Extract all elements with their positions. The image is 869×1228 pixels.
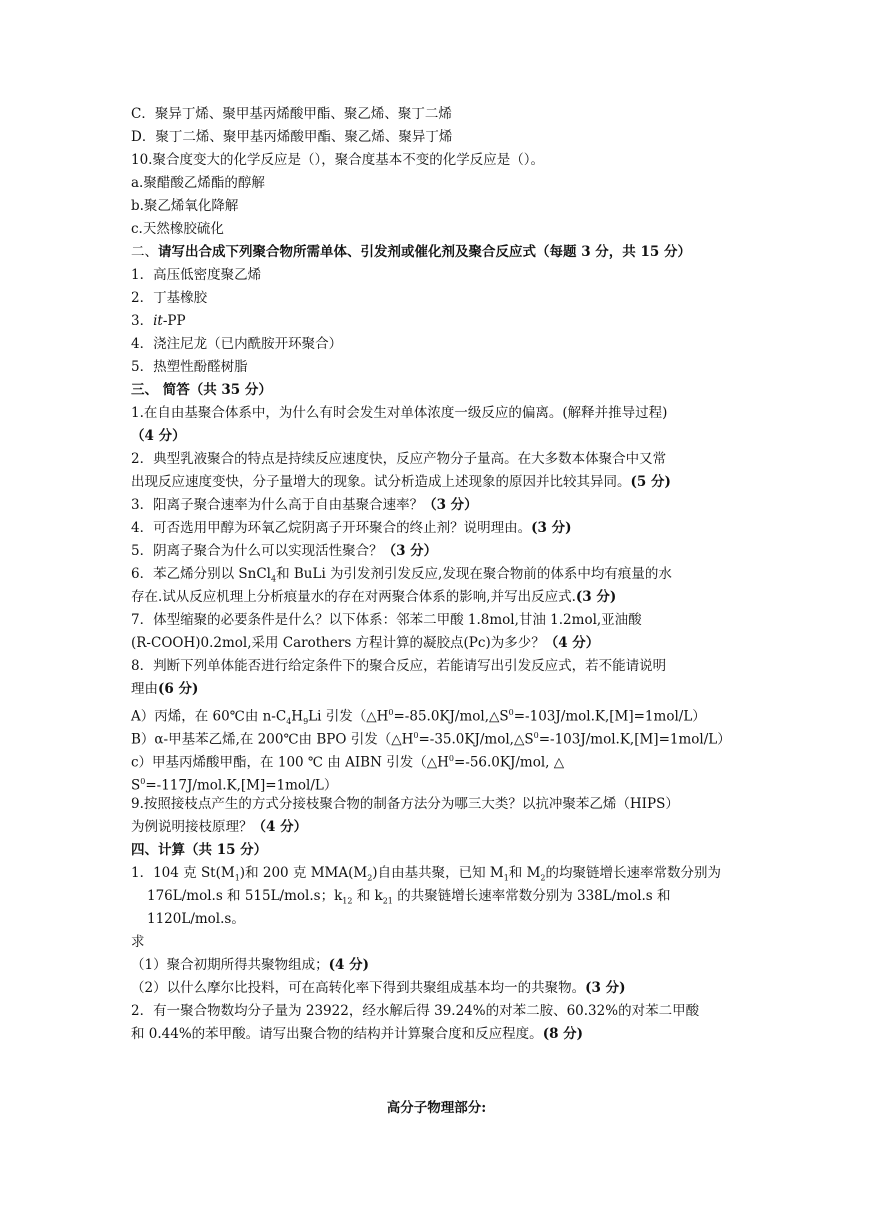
s4-q2-score: (8 分) (542, 1026, 584, 1042)
s3-question-2-score: (5 分) (630, 474, 671, 490)
s4q1-f: 176L/mol.s 和 515L/mol.s；k (147, 888, 343, 904)
option-c: C．聚异丁烯、聚甲基丙烯酸甲酯、聚乙烯、聚丁二烯 (131, 106, 452, 122)
q8a-1: A）丙烯，在 60℃由 n-C (131, 708, 287, 725)
question-10-option-c: c.天然橡胶硫化 (131, 221, 224, 237)
s4-question-1-part-2 (131, 977, 742, 1000)
q8b-sup1: 0 (413, 731, 419, 740)
s3-question-8-line-2 (131, 678, 742, 701)
s4q1-s5: 12 (342, 896, 353, 906)
q8a-sup2: 0 (508, 708, 514, 717)
s3-q6-sub: 4 (270, 574, 277, 584)
q8a-sup1: 0 (388, 708, 394, 717)
question-10: 10.聚合度变大的化学反应是（），聚合度基本不变的化学反应是（）。 (131, 152, 544, 168)
option-d: D．聚丁二烯、聚甲基丙烯酸甲酯、聚乙烯、聚异丁烯 (131, 129, 453, 145)
question-10-option-a: a.聚醋酸乙烯酯的醇解 (131, 175, 265, 191)
s3-question-4 (131, 517, 742, 540)
s3-question-8-line-1: 8．判断下列单体能否进行给定条件下的聚合反应，若能请写出引发反应式，若不能请说明 (131, 658, 667, 674)
s4q1-s4: 2 (540, 873, 546, 883)
s4-q1-p1-score: (4 分) (328, 957, 369, 973)
s3-question-3-text: 3．阳离子聚合速率为什么高于自由基聚合速率？ (131, 497, 424, 513)
spacer (131, 1046, 742, 1097)
s3-question-8-option-c-line-1 (131, 747, 742, 770)
s3-question-6-text: 存在.试从反应机理上分析痕量水的存在对两聚合体系的影响,并写出反应式. (131, 589, 576, 605)
section-4-heading: 四、计算（共 15 分） (131, 842, 268, 858)
s4q1-d: 和 M (508, 865, 541, 881)
s3-question-1-line-1: 1.在自由基聚合体系中，为什么有时会发生对单体浓度一级反应的偏离。(解释并推导过程) (131, 405, 668, 421)
q8c-sup2: 0 (140, 777, 146, 786)
s3-question-7-text: (R-COOH)0.2mol,采用 Carothers 方程计算的凝胶点(Pc)为多少？ (131, 635, 545, 651)
s3-question-7-line-1: 7．体型缩聚的必要条件是什么？以下体系：邻苯二甲酸 1.8mol,甘油 1.2mol,亚油酸 (131, 612, 642, 628)
q8b-2: =-35.0KJ/mol,△S (418, 731, 534, 748)
document-body (131, 103, 742, 1120)
section-2-item-1: 1．高压低密度聚乙烯 (131, 267, 262, 283)
q8a-2: H (291, 708, 304, 725)
q8c-sup1: 0 (448, 754, 454, 763)
q8a-5: =-103J/mol.K,[M]=1mol/L） (513, 708, 706, 725)
q8b-1: B）α-甲基苯乙烯,在 200℃由 BPO 引发（△H (131, 731, 414, 748)
section-2-title: 请写出合成下列聚合物所需单体、引发剂或催化剂及聚合反应式（每题 3 分，共 15 分） (158, 244, 691, 260)
s4-question-1-line-3: 1120L/mol.s。 (147, 911, 245, 927)
section-2-item-5: 5．热塑性酚醛树脂 (131, 359, 248, 375)
s4q1-s3: 1 (503, 873, 509, 883)
s3-question-9-score: （4 分） (252, 819, 308, 835)
s3-question-8-option-c-line-2 (131, 770, 742, 793)
s3-question-9-line-2 (131, 816, 742, 839)
section-2-number: 二、 (131, 244, 158, 260)
s4-q2-text: 和 0.44%的苯甲酸。请写出聚合物的结构并计算聚合度和反应程度。 (131, 1026, 543, 1042)
s4-question-2-line-1: 2．有一聚合物数均分子量为 23922，经水解后得 39.24%的对苯二胺、60.32%的对苯二甲酸 (131, 1003, 700, 1019)
s4q1-s6: 21 (382, 896, 393, 906)
s3-q6-part-a: 6．苯乙烯分别以 SnCl (131, 566, 271, 582)
q8a-3: Li 引发（△H (308, 708, 389, 725)
polymer-physics-title: 高分子物理部分: (386, 1100, 487, 1116)
s4q1-g: 和 k (352, 888, 383, 904)
s3-question-5 (131, 540, 742, 563)
s3-question-4-score: (3 分) (531, 520, 572, 536)
q8c-4: =-117J/mol.K,[M]=1mol/L） (145, 777, 338, 794)
s4-q1-p2-text: （2）以什么摩尔比投料，可在高转化率下得到共聚组成基本均一的共聚物。 (131, 980, 586, 996)
section-3-title: 简答（共 35 分） (158, 382, 272, 398)
section-2-item-4: 4．浇注尼龙（已内酰胺开环聚合） (131, 336, 343, 352)
s3-question-1-score: （4 分） (131, 428, 186, 444)
q8a-4: =-85.0KJ/mol,△S (393, 708, 509, 725)
s3-question-3-score: （3 分） (423, 497, 478, 513)
s3-question-6-line-1 (131, 563, 742, 586)
s3-question-8-option-b (131, 724, 742, 747)
section-2-item-2: 2．丁基橡胶 (131, 290, 208, 306)
s4-question-1-line-2 (131, 885, 742, 908)
item-3-rest: -PP (162, 313, 186, 329)
s3-question-7-line-2 (131, 632, 742, 655)
q8c-1: c）甲基丙烯酸甲酯，在 100 ℃ 由 AIBN 引发（△H (131, 754, 449, 771)
s4-question-2-line-2 (131, 1023, 742, 1046)
s3-q6-part-b: 和 BuLi 为引发剂引发反应,发现在聚合物前的体系中均有痕量的水 (276, 566, 672, 582)
item-3-number: 3． (131, 313, 154, 329)
q8a-sub1: 4 (286, 717, 292, 727)
s4-question-1-line-1 (131, 862, 742, 885)
q8c-2: =-56.0KJ/mol, △ (453, 754, 565, 771)
q8c-3: S (131, 777, 141, 794)
s4-question-1-part-1 (131, 954, 742, 977)
s3-question-4-text: 4．可否选用甲醇为环氧乙烷阴离子开环聚合的终止剂？说明理由。 (131, 520, 532, 536)
question-10-option-b: b.聚乙烯氧化降解 (131, 198, 239, 214)
s4q1-e: 的均聚链增长速率常数分别为 (545, 865, 721, 881)
s4q1-b: )和 200 克 MMA(M (239, 865, 368, 881)
s4-question-1-ask: 求 (131, 934, 145, 950)
s4q1-a: 1．104 克 St(M (131, 865, 235, 881)
s3-question-5-score: （3 分） (382, 543, 438, 559)
s3-question-6-line-2 (131, 586, 742, 609)
s4-q1-p1-text: （1）聚合初期所得共聚物组成； (131, 957, 329, 973)
s3-question-2-line-1: 2．典型乳液聚合的特点是持续反应速度快，反应产物分子量高。在大多数本体聚合中又常 (131, 451, 667, 467)
s3-question-3 (131, 494, 742, 517)
section-2-heading (131, 241, 742, 264)
s4q1-s1: 1 (234, 873, 240, 883)
s4q1-s2: 2 (367, 873, 373, 883)
section-3-number: 三、 (131, 382, 158, 398)
s3-question-8-score: (6 分) (158, 681, 199, 697)
section-2-item-3 (131, 310, 742, 333)
section-3-heading (131, 379, 742, 402)
q8b-3: =-103J/mol.K,[M]=1mol/L） (538, 731, 731, 748)
q8b-sup2: 0 (533, 731, 539, 740)
s4-q1-p2-score: (3 分) (585, 980, 626, 996)
s3-question-7-score: （4 分） (544, 635, 600, 651)
q8a-sub2: 9 (303, 717, 309, 727)
s3-question-9-line-1: 9.按照接枝点产生的方式分接枝聚合物的制备方法分为哪三大类？以抗冲聚苯乙烯（HIPS） (131, 796, 679, 812)
s3-question-2-line-2 (131, 471, 742, 494)
s4q1-h: 的共聚链增长速率常数分别为 338L/mol.s 和 (392, 888, 671, 904)
s3-question-2-text: 出现反应速度变快，分子量增大的现象。试分析造成上述现象的原因并比较其异同。 (131, 474, 631, 490)
s3-question-6-score: (3 分) (575, 589, 617, 605)
s4q1-c: )自由基共聚，已知 M (372, 865, 504, 881)
s3-question-9-text: 为例说明接枝原理？ (131, 819, 253, 835)
s3-question-5-text: 5．阴离子聚合为什么可以实现活性聚合？ (131, 543, 383, 559)
s3-question-8-option-a (131, 701, 742, 727)
s3-question-8-text: 理由 (131, 681, 158, 697)
item-3-italic: it (153, 313, 163, 329)
